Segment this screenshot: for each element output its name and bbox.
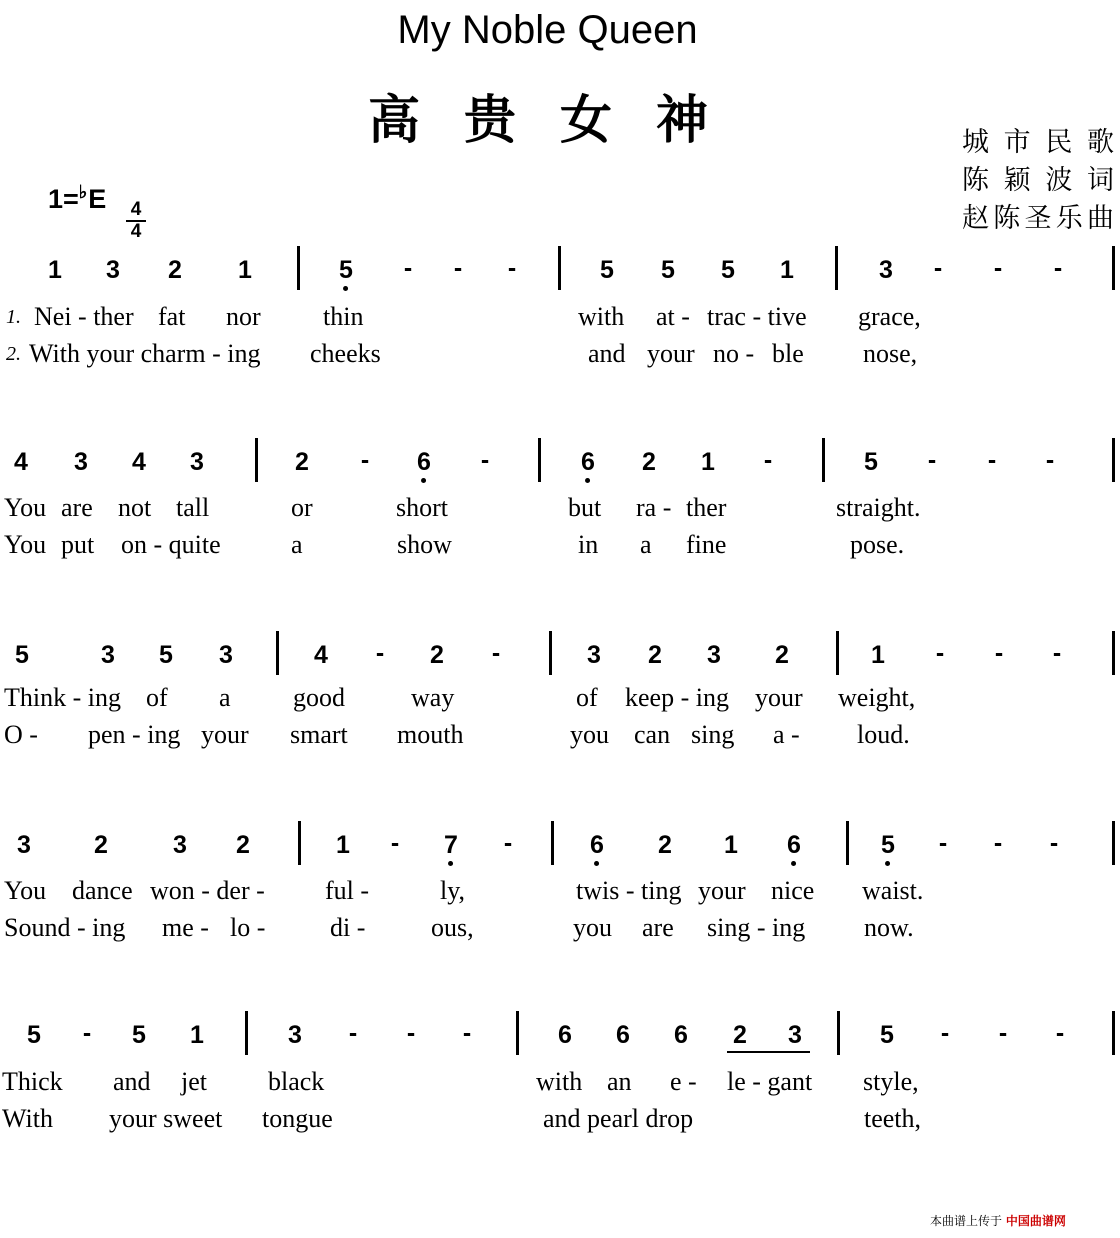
- key-prefix: 1=: [48, 184, 79, 214]
- note: 5: [339, 256, 353, 284]
- note: 3: [788, 1021, 802, 1049]
- title-english: My Noble Queen: [397, 8, 698, 52]
- lyric-word: are: [642, 913, 674, 942]
- lyric-word: di -: [330, 913, 366, 942]
- note: 2: [168, 256, 182, 284]
- lyric-word: e -: [670, 1067, 697, 1096]
- lyric-word: a: [219, 683, 231, 712]
- lyric-word: nor: [226, 302, 261, 331]
- note: 2: [430, 641, 444, 669]
- sustain-dash: -: [453, 254, 463, 282]
- barline: [276, 631, 279, 675]
- lyric-word: grace,: [858, 302, 921, 331]
- sustain-dash: -: [1049, 829, 1059, 857]
- note: 3: [288, 1021, 302, 1049]
- lyric-word: won - der -: [150, 876, 265, 905]
- sustain-dash: -: [406, 1019, 416, 1047]
- barline: [255, 438, 258, 482]
- barline: [1112, 438, 1115, 482]
- sustain-dash: -: [348, 1019, 358, 1047]
- lyric-word: your sweet: [109, 1104, 223, 1133]
- note: 3: [587, 641, 601, 669]
- credit-composer: 赵陈圣乐曲: [962, 203, 1114, 234]
- footer-text: 本曲谱上传于: [930, 1214, 1003, 1228]
- note: 6: [787, 831, 801, 859]
- sustain-dash: -: [1055, 1019, 1065, 1047]
- lyric-word: weight,: [838, 683, 916, 712]
- lyric-word: or: [291, 493, 313, 522]
- note: 3: [173, 831, 187, 859]
- sustain-dash: -: [1052, 639, 1062, 667]
- lyric-word: jet: [181, 1067, 207, 1096]
- note: 3: [106, 256, 120, 284]
- note: 3: [707, 641, 721, 669]
- key-signature: [48, 182, 106, 215]
- sustain-dash: -: [491, 639, 501, 667]
- lyric-word: lo -: [230, 913, 266, 942]
- lyric-word: pen - ing: [88, 720, 181, 749]
- lyric-word: at -: [656, 302, 690, 331]
- footer: [930, 1212, 1066, 1229]
- note: 1: [336, 831, 350, 859]
- sustain-dash: -: [763, 446, 773, 474]
- lyric-word: teeth,: [864, 1104, 922, 1133]
- barline: [549, 631, 552, 675]
- time-signature: [126, 200, 146, 242]
- lyric-word: a: [291, 530, 303, 559]
- lyric-word: Nei - ther: [34, 302, 134, 331]
- note: 6: [616, 1021, 630, 1049]
- barline: [1112, 631, 1115, 675]
- lyric-word: tall: [176, 493, 210, 522]
- lyric-word: an: [607, 1067, 632, 1096]
- lyric-word: nice: [771, 876, 815, 905]
- lyric-word: and: [588, 339, 626, 368]
- lyric-word: in: [578, 530, 599, 559]
- note: 2: [648, 641, 662, 669]
- lyric-word: put: [61, 530, 95, 559]
- sustain-dash: -: [503, 829, 513, 857]
- sustain-dash: -: [938, 829, 948, 857]
- sustain-dash: -: [935, 639, 945, 667]
- note: 5: [721, 256, 735, 284]
- barline: [245, 1011, 248, 1055]
- note: 3: [17, 831, 31, 859]
- lyric-word: can: [634, 720, 671, 749]
- lyric-word: mouth: [397, 720, 464, 749]
- lyric-word: pose.: [850, 530, 905, 559]
- note: 2: [775, 641, 789, 669]
- note: 2: [94, 831, 108, 859]
- lyric-word: With your charm - ing: [29, 339, 261, 368]
- credits: [962, 124, 1114, 238]
- lyric-word: loud.: [857, 720, 910, 749]
- note: 3: [190, 448, 204, 476]
- key-note: E: [88, 184, 107, 214]
- note: 4: [132, 448, 146, 476]
- lyric-word: a: [640, 530, 652, 559]
- note: 5: [864, 448, 878, 476]
- barline: [835, 246, 838, 290]
- note: 1: [48, 256, 62, 284]
- note: 3: [219, 641, 233, 669]
- note: 6: [590, 831, 604, 859]
- credit-lyricist: 陈颖波词: [962, 165, 1114, 196]
- lyric-word: your: [201, 720, 249, 749]
- note: 5: [27, 1021, 41, 1049]
- sustain-dash: -: [507, 254, 517, 282]
- barline: [837, 1011, 840, 1055]
- lyric-word: a -: [773, 720, 800, 749]
- lyric-word: Sound - ing: [4, 913, 126, 942]
- lyric-word: now.: [864, 913, 914, 942]
- note: 2: [658, 831, 672, 859]
- lyric-word: O -: [4, 720, 38, 749]
- lyric-word: ther: [686, 493, 727, 522]
- sustain-dash: -: [998, 1019, 1008, 1047]
- sustain-dash: -: [993, 254, 1003, 282]
- lyric-word: You: [4, 493, 47, 522]
- lyric-word: short: [396, 493, 448, 522]
- flat-icon: ♭: [78, 182, 88, 202]
- lyric-word: and: [113, 1067, 151, 1096]
- lyric-word: you: [573, 913, 612, 942]
- note: 5: [881, 831, 895, 859]
- lyric-word: keep - ing: [625, 683, 729, 712]
- sustain-dash: -: [994, 639, 1004, 667]
- barline: [846, 821, 849, 865]
- sustain-dash: -: [993, 829, 1003, 857]
- note: 7: [444, 831, 458, 859]
- lyric-word: ful -: [325, 876, 370, 905]
- lyric-word: trac - tive: [707, 302, 807, 331]
- lyric-word: with: [578, 302, 625, 331]
- lyric-word: your: [698, 876, 746, 905]
- beam-underline: [727, 1051, 810, 1053]
- note: 5: [15, 641, 29, 669]
- lyric-word: ly,: [440, 876, 466, 905]
- lyric-word: ra -: [636, 493, 672, 522]
- note: 6: [674, 1021, 688, 1049]
- lyric-word: of: [576, 683, 598, 712]
- verse-number: 2.: [6, 343, 21, 365]
- note: 5: [880, 1021, 894, 1049]
- sustain-dash: -: [375, 639, 385, 667]
- barline: [1112, 821, 1115, 865]
- barline: [1112, 246, 1115, 290]
- lyric-word: twis - ting: [576, 876, 682, 905]
- sustain-dash: -: [933, 254, 943, 282]
- lyric-word: tongue: [262, 1104, 333, 1133]
- time-signature-top: 4: [130, 199, 142, 220]
- note: 2: [236, 831, 250, 859]
- lyric-word: ous,: [431, 913, 474, 942]
- sustain-dash: -: [390, 829, 400, 857]
- lyric-word: black: [268, 1067, 325, 1096]
- lyric-word: on - quite: [121, 530, 221, 559]
- note: 5: [661, 256, 675, 284]
- barline: [836, 631, 839, 675]
- note: 2: [642, 448, 656, 476]
- sustain-dash: -: [480, 446, 490, 474]
- sustain-dash: -: [1053, 254, 1063, 282]
- note: 3: [74, 448, 88, 476]
- lyric-word: You: [4, 530, 47, 559]
- site-logo: 中国曲谱网: [1005, 1214, 1066, 1228]
- lyric-word: good: [293, 683, 345, 712]
- sustain-dash: -: [987, 446, 997, 474]
- barline: [558, 246, 561, 290]
- lyric-word: You: [4, 876, 47, 905]
- lyric-word: you: [570, 720, 609, 749]
- lyric-word: dance: [72, 876, 133, 905]
- sustain-dash: -: [940, 1019, 950, 1047]
- sustain-dash: -: [82, 1019, 92, 1047]
- barline: [298, 821, 301, 865]
- sustain-dash: -: [403, 254, 413, 282]
- lyric-word: show: [397, 530, 452, 559]
- note: 1: [780, 256, 794, 284]
- verse-number: 1.: [6, 306, 21, 328]
- note: 3: [101, 641, 115, 669]
- lyric-word: not: [118, 493, 152, 522]
- sustain-dash: -: [360, 446, 370, 474]
- lyric-word: with: [536, 1067, 583, 1096]
- credit-genre: 城市民歌: [962, 127, 1114, 158]
- barline: [516, 1011, 519, 1055]
- lyric-word: Thick: [2, 1067, 63, 1096]
- lyric-word: thin: [323, 302, 364, 331]
- lyric-word: of: [146, 683, 168, 712]
- note: 1: [238, 256, 252, 284]
- title-chinese: 高贵女神: [367, 90, 752, 151]
- lyric-word: your: [755, 683, 803, 712]
- lyric-word: cheeks: [310, 339, 381, 368]
- lyric-word: waist.: [862, 876, 924, 905]
- lyric-word: no -: [713, 339, 755, 368]
- note: 1: [724, 831, 738, 859]
- lyric-word: le - gant: [727, 1067, 813, 1096]
- lyric-word: but: [568, 493, 602, 522]
- note: 2: [295, 448, 309, 476]
- lyric-word: smart: [290, 720, 348, 749]
- note: 3: [879, 256, 893, 284]
- lyric-word: ble: [772, 339, 804, 368]
- sustain-dash: -: [1045, 446, 1055, 474]
- note: 6: [558, 1021, 572, 1049]
- time-signature-bottom: 4: [130, 221, 142, 242]
- lyric-word: straight.: [836, 493, 921, 522]
- note: 4: [14, 448, 28, 476]
- note: 1: [701, 448, 715, 476]
- note: 6: [581, 448, 595, 476]
- note: 6: [417, 448, 431, 476]
- lyric-word: are: [61, 493, 93, 522]
- barline: [551, 821, 554, 865]
- lyric-word: style,: [863, 1067, 919, 1096]
- barline: [1112, 1011, 1115, 1055]
- note: 1: [871, 641, 885, 669]
- lyric-word: sing: [691, 720, 735, 749]
- note: 4: [314, 641, 328, 669]
- sustain-dash: -: [927, 446, 937, 474]
- note: 5: [132, 1021, 146, 1049]
- sustain-dash: -: [462, 1019, 472, 1047]
- note: 1: [190, 1021, 204, 1049]
- lyric-word: and pearl drop: [543, 1104, 694, 1133]
- lyric-word: Think - ing: [4, 683, 121, 712]
- note: 2: [733, 1021, 747, 1049]
- lyric-word: nose,: [863, 339, 918, 368]
- lyric-word: me -: [162, 913, 209, 942]
- note: 5: [159, 641, 173, 669]
- lyric-word: fat: [158, 302, 186, 331]
- lyric-word: way: [411, 683, 455, 712]
- note: 5: [600, 256, 614, 284]
- barline: [822, 438, 825, 482]
- lyric-word: sing - ing: [707, 913, 806, 942]
- lyric-word: fine: [686, 530, 727, 559]
- lyric-word: With: [2, 1104, 53, 1133]
- lyric-word: your: [647, 339, 695, 368]
- barline: [297, 246, 300, 290]
- barline: [538, 438, 541, 482]
